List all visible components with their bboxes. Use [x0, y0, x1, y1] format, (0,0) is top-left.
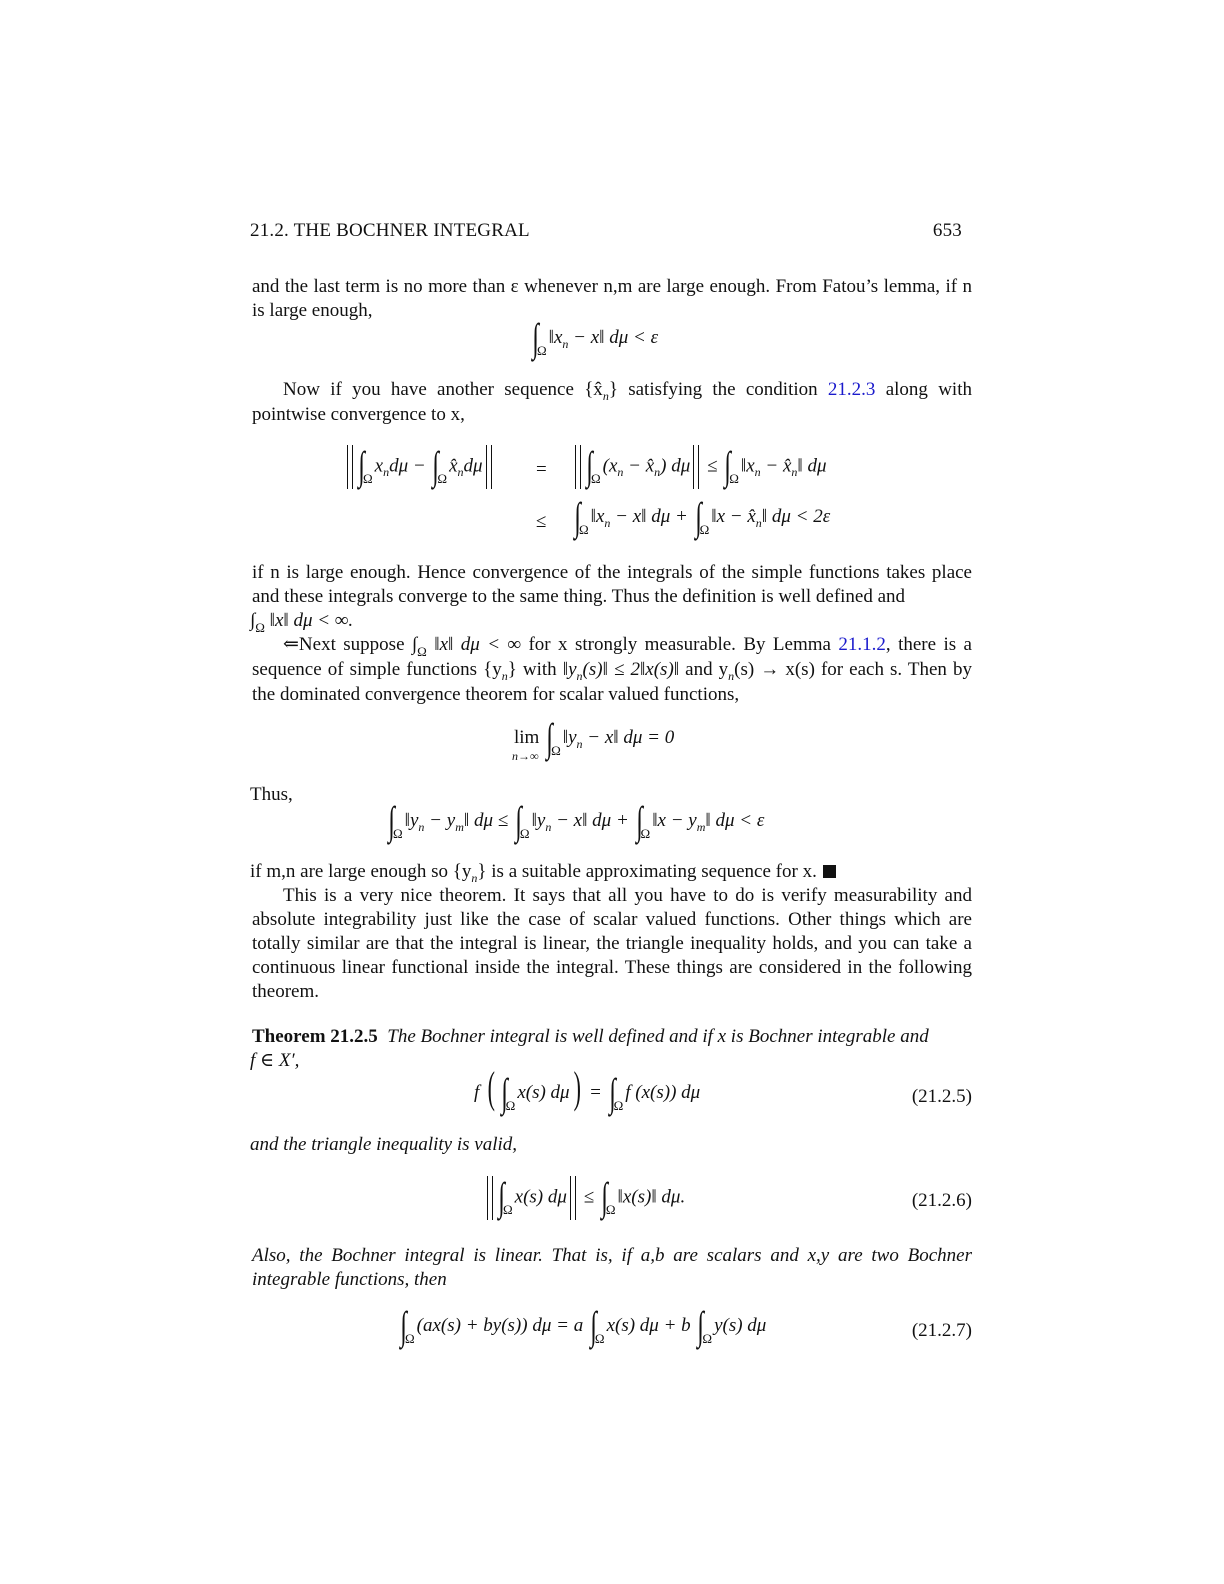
equation-21-2-6: $\int_\Omega x(s) d\mu$ ≤ $\int_\Omega‖x(s)‖$ dμ. — [484, 1176, 685, 1220]
page — [252, 0, 972, 1584]
inline-finite-integral: $\int_\Omega$ ‖x‖ dμ < ∞. — [250, 610, 354, 635]
paragraph-1-text: and the last term is no more than ε whenever n,m are large enough. From Fatou’s lemma, if n is large enough, — [252, 276, 972, 321]
theorem-statement: Theorem 21.2.5 The Bochner integral is well defined and if x is Bochner integrable and — [252, 1026, 929, 1047]
equation-number-21-2-6: (21.2.6) — [911, 1190, 972, 1211]
running-header: 21.2. THE BOCHNER INTEGRAL — [250, 220, 530, 241]
ref-link-21-1-2[interactable]: 21.1.2 — [838, 634, 886, 655]
paragraph-1 — [252, 275, 972, 323]
equation-21-2-5: f ( $\int_\Omega x(s) d\mu) = \int_\Omega f$ (x(s)) dμ — [474, 1063, 701, 1115]
paragraph-4: ⇐Next suppose $\int_\Omega$ ‖x‖ dμ < ∞ for x strongly measurable. By Lemma 21.1.2, there is a sequence of simple functions $\{y_n\}$ with $‖y_n(s)‖$ ≤ 2‖x(s)‖ and $y_n(s) \to x(s)$ for each s. Then by the dominated convergence theorem for scalar valued functions, — [252, 634, 972, 705]
theorem-statement-2: f ∈ X′, — [250, 1050, 300, 1071]
paragraph-3: if n is large enough. Hence convergence of the integrals of the simple functions takes place and these integrals converge to the same thing. Thus the definition is well defined and — [252, 562, 972, 607]
ref-link-21-2-3[interactable]: 21.2.3 — [827, 379, 876, 400]
paragraph-7: This is a very nice theorem. It says that all you have to do is verify measurability and absolute integrability just like the case of scalar valued functions. Other things which are totally similar are that the integral is linear, the triangle inequality holds, and you can take a continuous linear functional inside the integral. These things are considered in the following theorem. — [252, 885, 972, 1002]
equation-align-line1-lhs: $\int_\Omega x_nd\mu$ − $\int_\Omega x̂_nd\mu$ — [344, 445, 495, 489]
paragraph-5: Thus, — [250, 784, 293, 805]
qed-square — [823, 865, 836, 878]
page-number: 653 — [932, 220, 962, 241]
equation-limit: lim n→∞ $\int_\Omega‖y_n$ − x‖ dμ = 0 — [512, 715, 675, 763]
leq-sign: ≤ — [536, 511, 547, 532]
equation-number-21-2-7: (21.2.7) — [911, 1320, 972, 1341]
equation-align-line2: $\int_\Omega‖x_n$ − x‖ $d\mu + \int_\Omega‖x$ − $x̂_n‖$ dμ < 2ε — [574, 494, 831, 539]
equation-21-2-7: $\int_\Omega(ax(s) + by(s)) d\mu = a$ $\int_\Omega x(s) d\mu + b$ $\int_\Omega y(s)$ dμ — [400, 1303, 767, 1348]
equation-number-21-2-5: (21.2.5) — [911, 1086, 972, 1107]
theorem-linear-text: Also, the Bochner integral is linear. That is, if a,b are scalars and x,y are two Bochner integrable functions, then — [252, 1245, 972, 1290]
equation-cauchy: $\int_\Omega‖y_n$ − $y_m‖$ $d\mu \le \int_\Omega‖y_n$ − x‖ $d\mu + \int_\Omega‖x$ − $y_m‖$ dμ < ε — [388, 798, 765, 843]
theorem-triangle-text: and the triangle inequality is valid, — [250, 1134, 518, 1155]
paragraph-6: if m,n are large enough so $\{y_n\}$ is a suitable approximating sequence for x. — [250, 860, 836, 885]
theorem-label: Theorem 21.2.5 — [252, 1026, 378, 1047]
equation-fatou: $\int_\Omega‖x_n$ − x‖ dμ < ε — [532, 315, 659, 360]
equals-sign: = — [536, 459, 547, 480]
equation-align-line1-rhs: $\int_\Omega(x_n$ − $x̂_n$) $d\mu \le \int_\Omega‖x_n$ − $x̂_n‖$ dμ — [572, 445, 827, 489]
paragraph-2: Now if you have another sequence $\{x̂_n\}$ satisfying the condition 21.2.3 along with pointwise convergence to x, — [252, 379, 972, 425]
